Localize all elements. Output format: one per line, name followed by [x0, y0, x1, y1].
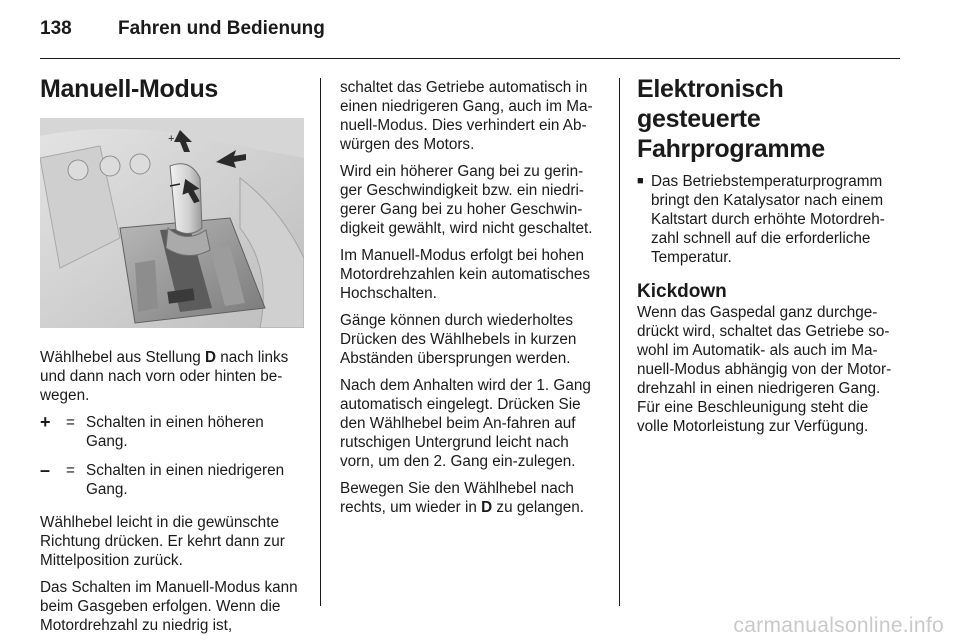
- subheading-kickdown: Kickdown: [637, 281, 727, 302]
- header-rule: [40, 58, 900, 59]
- col2-paragraph-5: Nach dem Anhalten wird der 1. Gang automatisch eingelegt. Drücken Sie den Wählhebel beim An-fahren auf rutschigen Untergrund leicht nach vorn, um den 2. Gang ein-zulegen.: [340, 377, 591, 470]
- legend-text-lower-gear: Schalten in einen niedrigeren Gang.: [86, 462, 285, 498]
- col2-paragraph-1: schaltet das Getriebe automatisch in einen niedrigeren Gang, auch im Ma-nuell-Modus. Dies verhindert ein Ab-würgen des Motors.: [340, 79, 593, 153]
- bullet-list: [637, 172, 901, 267]
- square-bullet-icon: ■: [637, 175, 644, 187]
- col2-paragraph-3: Im Manuell-Modus erfolgt bei hohen Motordrehzahlen kein automatisches Hochschalten.: [340, 247, 590, 302]
- column-divider-2: [619, 78, 620, 606]
- equals-sign: =: [66, 414, 75, 431]
- column-divider-1: [320, 78, 321, 606]
- section-heading-manuell-modus: Manuell-Modus: [40, 75, 219, 103]
- legend-row-higher-gear: [40, 413, 304, 451]
- column-2: [340, 78, 604, 525]
- legend-text-higher-gear: Schalten in einen höheren Gang.: [86, 414, 264, 450]
- bullet-text: Das Betriebstemperaturprogramm bringt den Katalysator nach einem Kaltstart durch erhöhte Motordreh-zahl schnell auf die erforderliche Temperatur.: [651, 173, 885, 266]
- col1-paragraph-2: Wählhebel leicht in die gewünschte Richtung drücken. Er kehrt dann zur Mittelposition zurück.: [40, 514, 285, 569]
- gear-selector-illustration-icon: [40, 118, 304, 328]
- page-number: 138: [40, 18, 72, 39]
- svg-text:+: +: [168, 133, 175, 145]
- col3-paragraph-kickdown: Wenn das Gaspedal ganz durchge-drückt wird, schaltet das Getriebe so-wohl im Automatik- als auch im Ma-nuell-Modus abhängig von der Motor-drehzahl in einen niedrigeren Gang. Für eine Beschleunigung steht die volle Motorleistung zur Verfügung.: [637, 304, 892, 435]
- plus-symbol: +: [40, 412, 51, 432]
- col2-paragraph-2: Wird ein höherer Gang bei zu gerin-ger Geschwindigkeit bzw. ein niedri-gerer Gang bei zu hoher Geschwin-digkeit gewählt, wird nicht geschaltet.: [340, 163, 593, 237]
- column-3: [637, 74, 901, 444]
- col2-paragraph-4: Gänge können durch wiederholtes Drücken des Wählhebels in kurzen Abständen übersprungen werden.: [340, 312, 577, 367]
- col1-paragraph-1: Wählhebel aus Stellung D nach links und dann nach vorn oder hinten be-wegen.: [40, 349, 289, 404]
- chapter-title: Fahren und Bedienung: [118, 18, 325, 39]
- legend-row-lower-gear: [40, 461, 304, 499]
- equals-sign: =: [66, 462, 75, 479]
- gear-selector-figure: [40, 118, 304, 328]
- list-item: [637, 172, 901, 267]
- col2-paragraph-6: Bewegen Sie den Wählhebel nach rechts, um wieder in D zu gelangen.: [340, 480, 585, 516]
- watermark: carmanualsonline.info: [733, 614, 944, 637]
- section-heading-fahrprogramme: Elektronisch gesteuerte Fahrprogramme: [637, 75, 825, 163]
- col1-paragraph-3: Das Schalten im Manuell-Modus kann beim Gasgeben erfolgen. Wenn die Motordrehzahl zu niedrig ist,: [40, 579, 298, 634]
- column-1: [40, 74, 304, 643]
- minus-symbol: –: [40, 460, 51, 480]
